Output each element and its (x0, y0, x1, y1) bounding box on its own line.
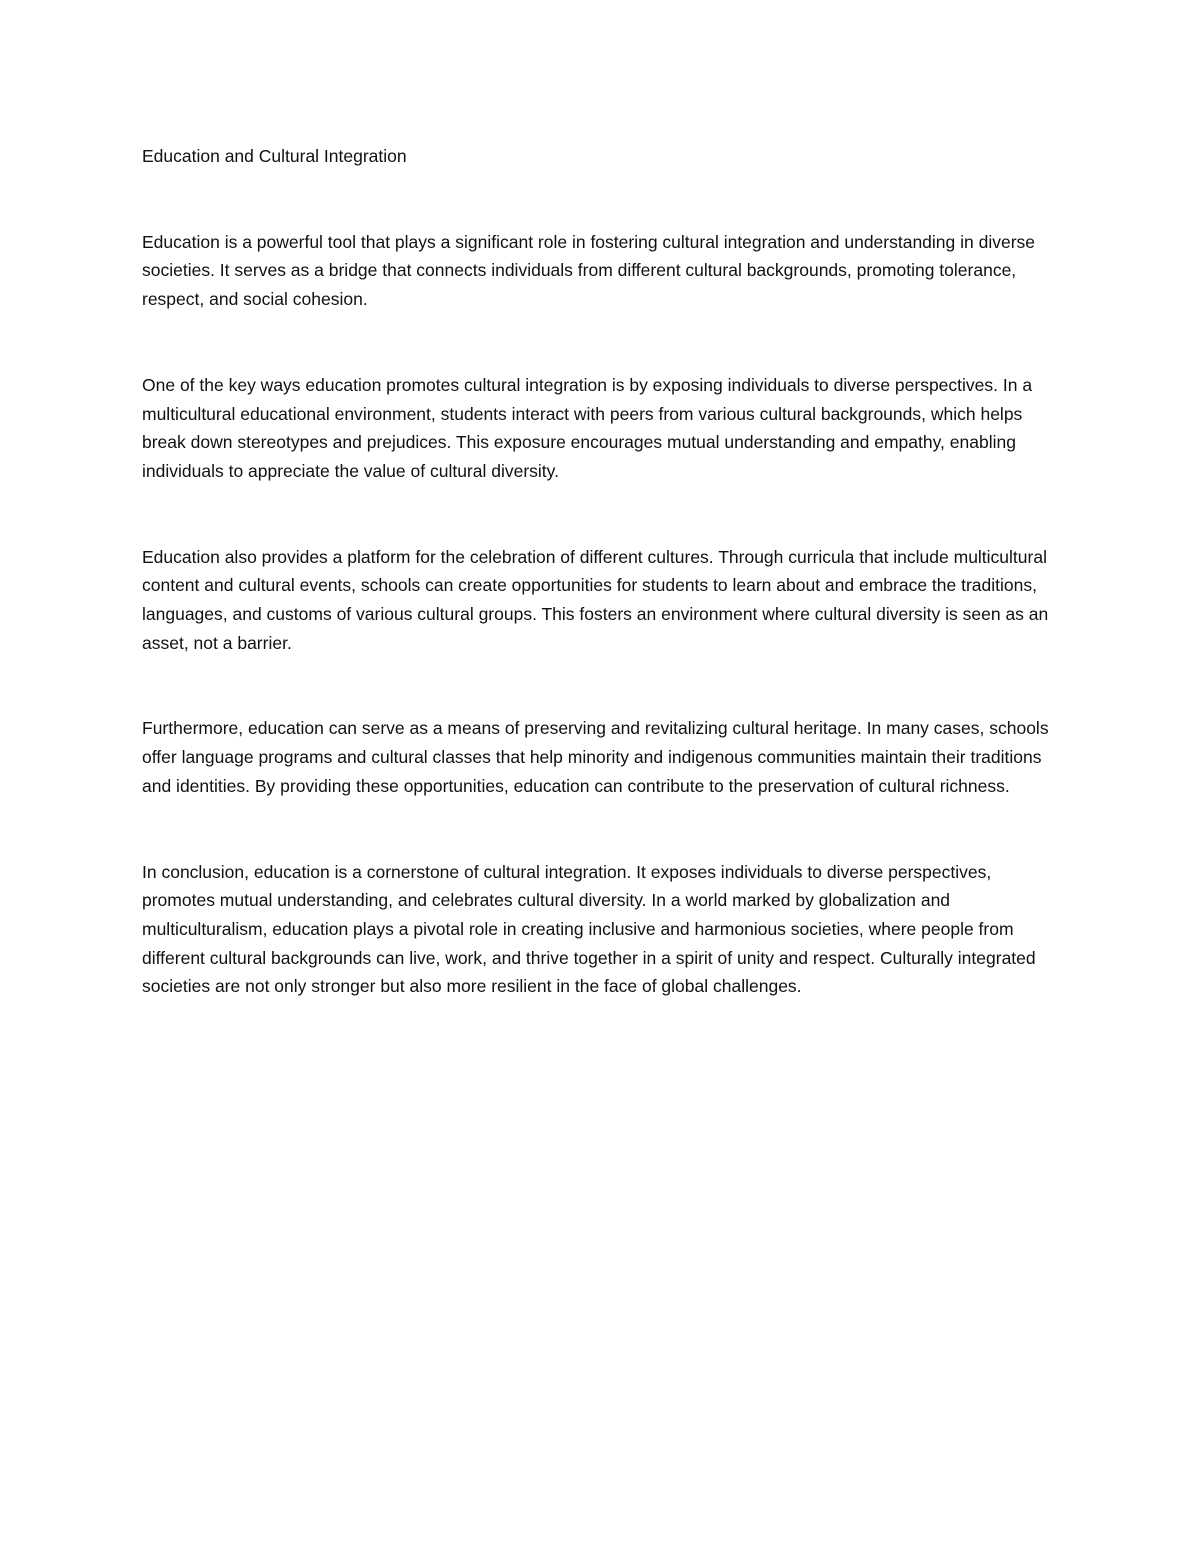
paragraph-conclusion: In conclusion, education is a cornerstone of cultural integration. It exposes individuals to diverse perspectives, promotes mutual understanding, and celebrates cultural diversity. In a world marked by globalization and multiculturalism, education plays a pivotal role in creating inclusive and harmonious societies, where people from different cultural backgrounds can live, work, and thrive together in a spirit of unity and respect. Culturally integrated societies are not only stronger but also more resilient in the face of global challenges. (142, 861, 1036, 997)
paragraph-celebration: Education also provides a platform for the celebration of different cultures. Through curricula that include multicultural content and cultural events, schools can create opportunities for students to learn about and embrace the traditions, languages, and customs of various cultural groups. This fosters an environment where cultural diversity is seen as an asset, not a barrier. (142, 546, 1049, 653)
paragraph-heritage: Furthermore, education can serve as a means of preserving and revitalizing cultural heritage. In many cases, schools offer language programs and cultural classes that help minority and indigenous communities maintain their traditions and identities. By providing these opportunities, education can contribute to the preservation of cultural richness. (142, 718, 1049, 796)
paragraph-intro: Education is a powerful tool that plays a significant role in fostering cultural integration and understanding in diverse societies. It serves as a bridge that connects individuals from different cultural backgrounds, promoting tolerance, respect, and social cohesion. (142, 231, 1036, 310)
paragraph-perspectives: One of the key ways education promotes cultural integration is by exposing individuals to diverse perspectives. In a multicultural educational environment, students interact with peers from various cultural backgrounds, which helps break down stereotypes and prejudices. This exposure encourages mutual understanding and empathy, enabling individuals to appreciate the value of cultural diversity. (142, 374, 1033, 481)
document-body (142, 142, 1062, 1001)
document-title: Education and Cultural Integration (142, 146, 407, 166)
